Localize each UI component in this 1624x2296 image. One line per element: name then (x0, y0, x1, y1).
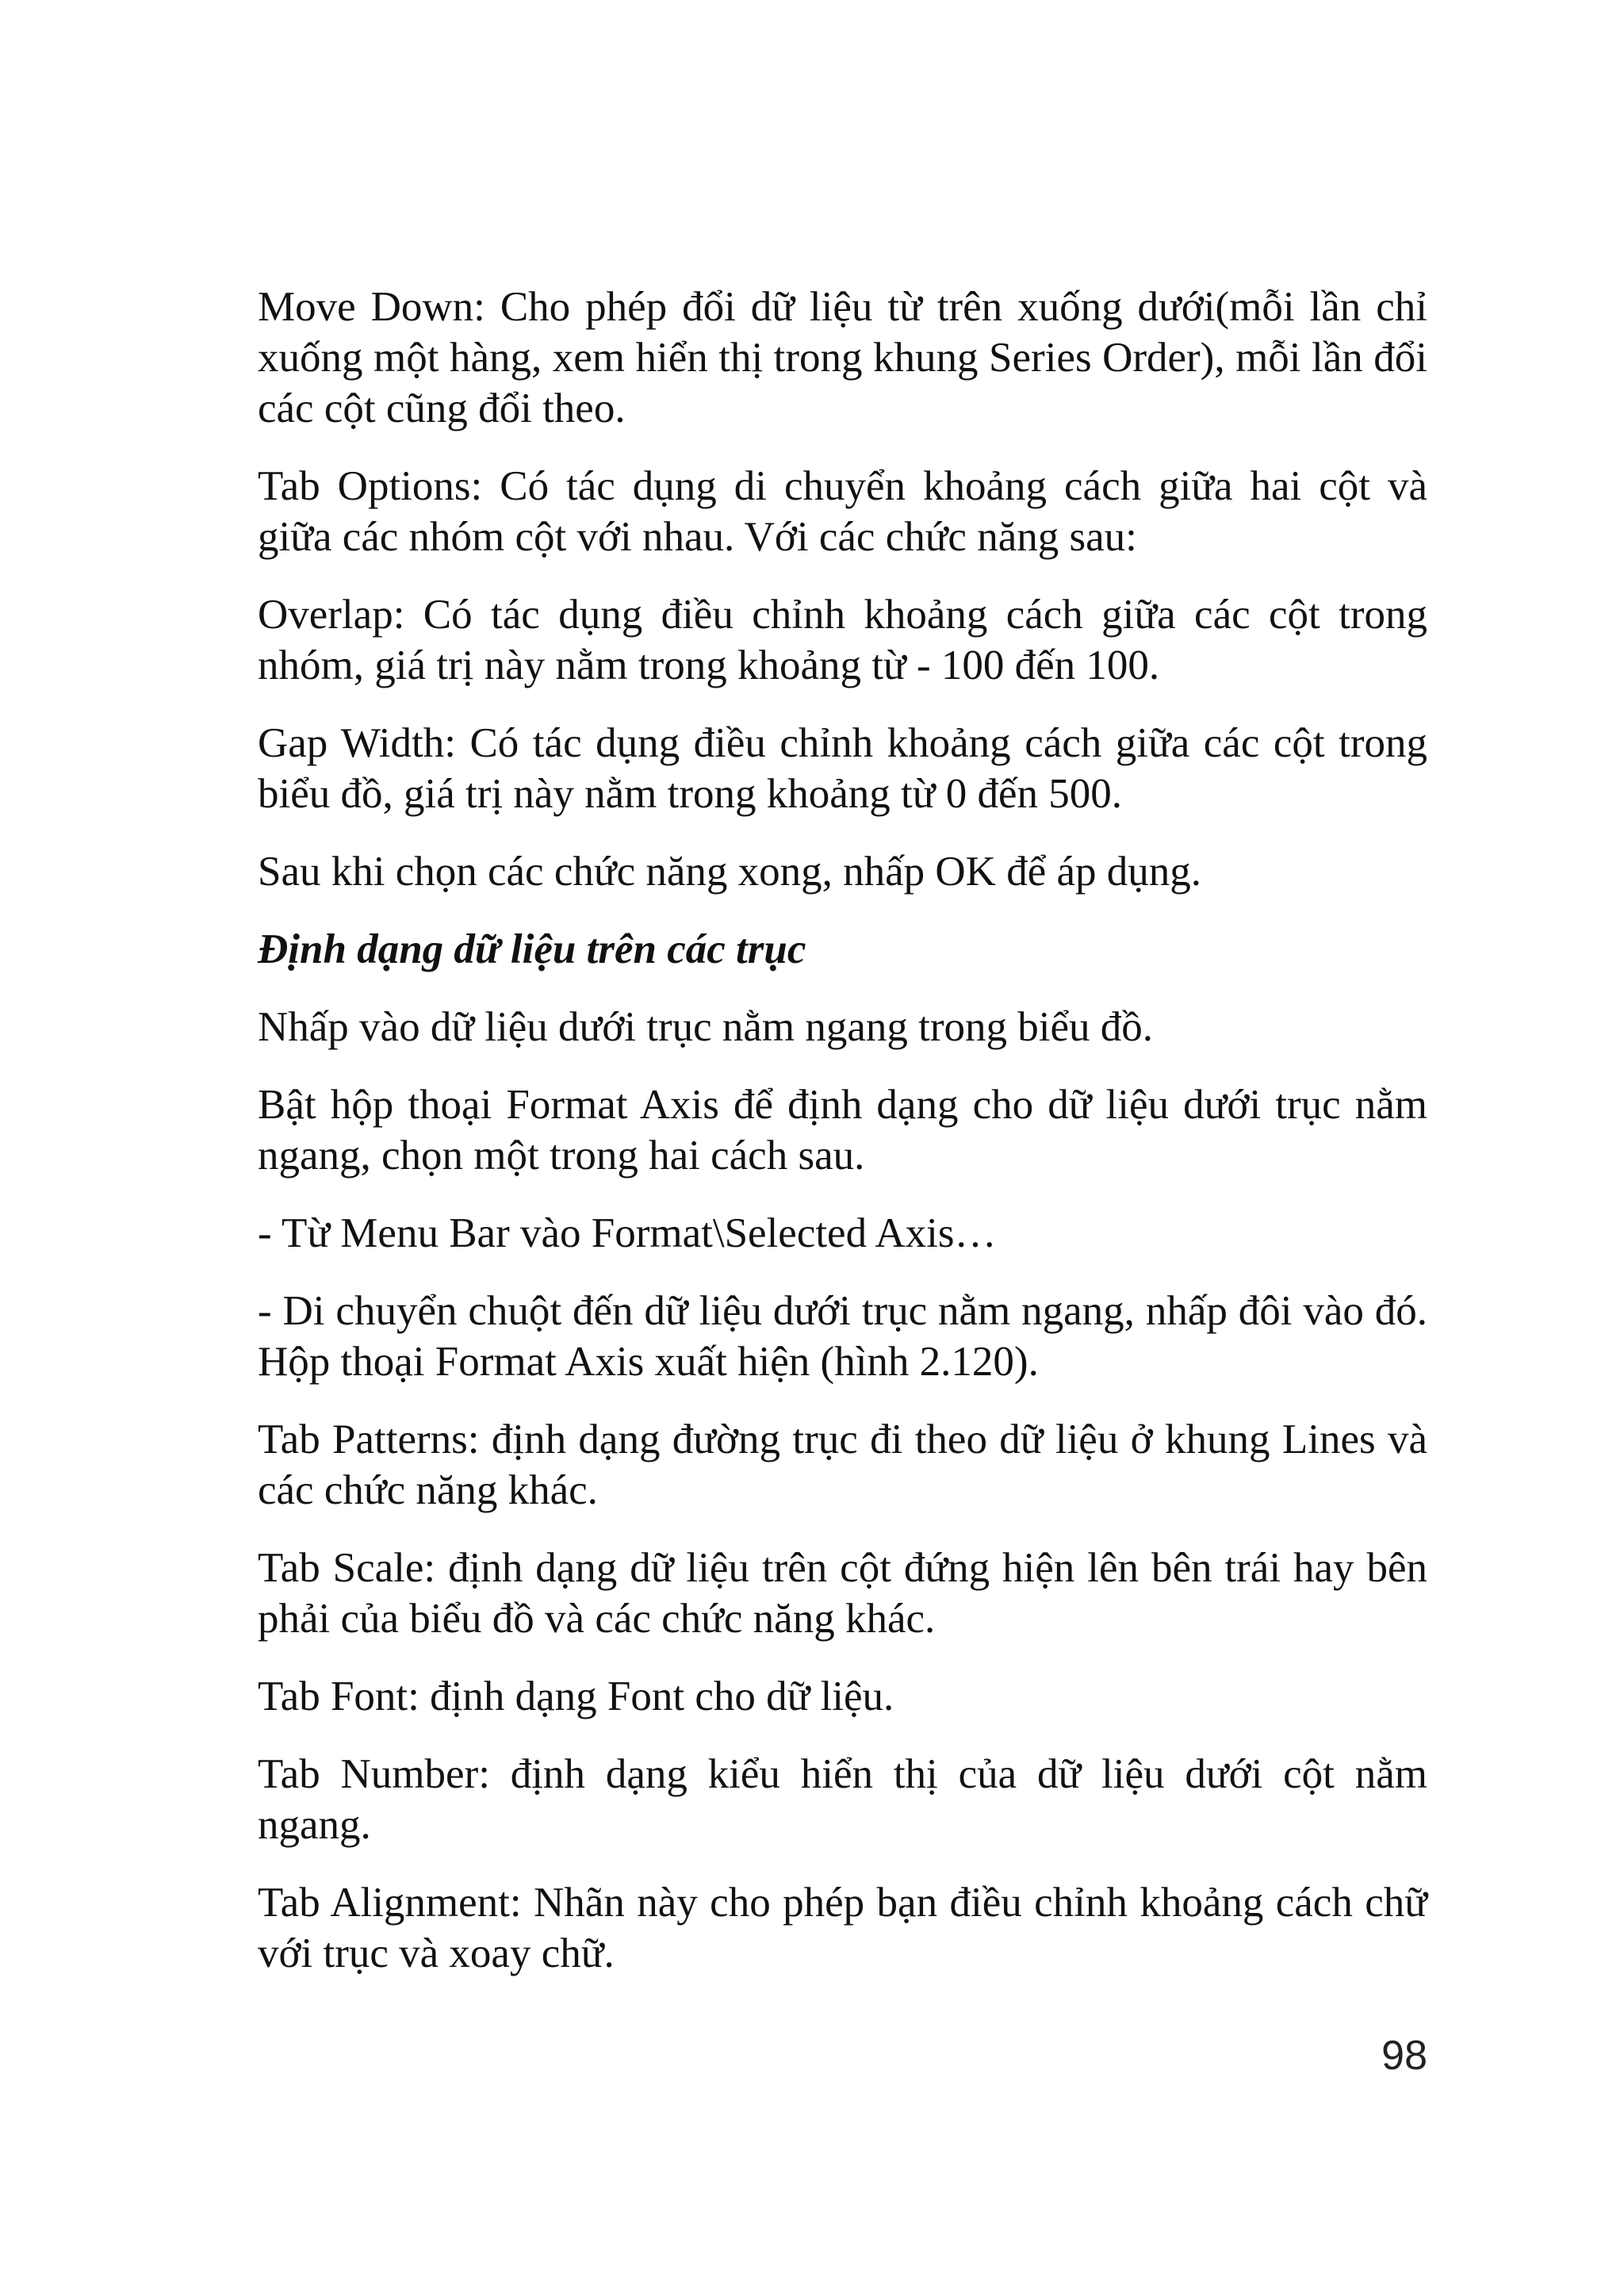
page-number: 98 (1381, 2033, 1427, 2079)
paragraph-double-click-option: - Di chuyển chuột đến dữ liệu dưới trục nằm ngang, nhấp đôi vào đó. Hộp thoại Format Axis xuất hiện (hình 2.120). (258, 1288, 1427, 1385)
section-heading: Định dạng dữ liệu trên các trục (258, 926, 806, 972)
paragraph-overlap: Overlap: Có tác dụng điều chỉnh khoảng cách giữa các cột trong nhóm, giá trị này nằm trong khoảng từ - 100 đến 100. (258, 592, 1427, 688)
paragraph-open-format-axis: Bật hộp thoại Format Axis để định dạng cho dữ liệu dưới trục nằm ngang, chọn một trong hai cách sau. (258, 1082, 1427, 1179)
paragraph-tab-number: Tab Number: định dạng kiểu hiển thị của dữ liệu dưới cột nằm ngang. (258, 1751, 1427, 1848)
paragraph-tab-alignment: Tab Alignment: Nhãn này cho phép bạn điều chỉnh khoảng cách chữ với trục và xoay chữ. (258, 1880, 1427, 1976)
paragraph-click-axis: Nhấp vào dữ liệu dưới trục nằm ngang trong biểu đồ. (258, 1004, 1154, 1050)
paragraph-tab-options: Tab Options: Có tác dụng di chuyển khoảng cách giữa hai cột và giữa các nhóm cột với nhau. Với các chức năng sau: (258, 463, 1427, 560)
paragraph-gap-width: Gap Width: Có tác dụng điều chỉnh khoảng cách giữa các cột trong biểu đồ, giá trị này nằm trong khoảng từ 0 đến 500. (258, 720, 1427, 817)
paragraph-tab-scale: Tab Scale: định dạng dữ liệu trên cột đứng hiện lên bên trái hay bên phải của biểu đồ và các chức năng khác. (258, 1545, 1427, 1642)
document-page (258, 282, 1427, 2006)
paragraph-tab-font: Tab Font: định dạng Font cho dữ liệu. (258, 1673, 894, 1719)
paragraph-tab-patterns: Tab Patterns: định dạng đường trục đi theo dữ liệu ở khung Lines và các chức năng khác. (258, 1416, 1427, 1513)
paragraph-apply-ok: Sau khi chọn các chức năng xong, nhấp OK để áp dụng. (258, 849, 1201, 895)
paragraph-move-down: Move Down: Cho phép đổi dữ liệu từ trên xuống dưới(mỗi lần chỉ xuống một hàng, xem hiển thị trong khung Series Order), mỗi lần đổi các cột cũng đổi theo. (258, 284, 1427, 431)
paragraph-menu-bar-option: - Từ Menu Bar vào Format\Selected Axis… (258, 1210, 997, 1256)
